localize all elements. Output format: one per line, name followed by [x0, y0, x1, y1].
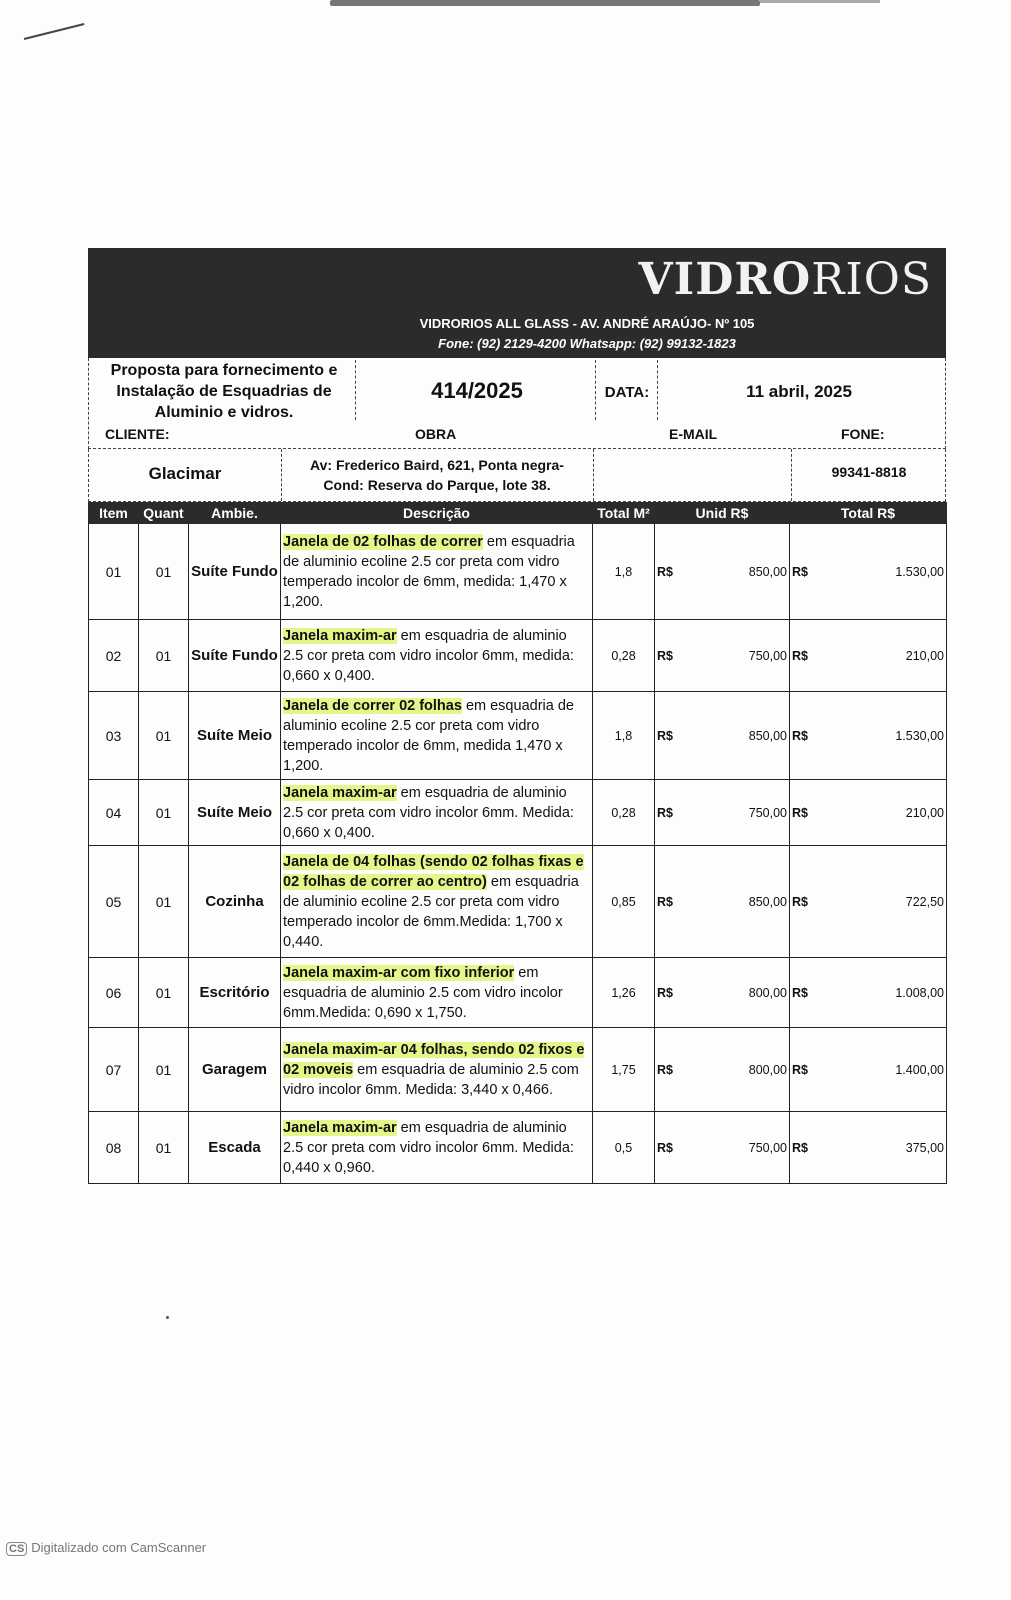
- date-label: DATA:: [604, 384, 650, 401]
- total-price: [790, 692, 947, 780]
- currency-label: R$: [792, 1140, 808, 1155]
- column-header: Total R$: [790, 503, 947, 524]
- item-room: Cozinha: [189, 846, 281, 958]
- item-area: 0,28: [593, 620, 655, 692]
- currency-label: R$: [792, 1062, 808, 1077]
- total-price-value: 210,00: [905, 805, 944, 820]
- proposal-header: [88, 358, 946, 449]
- total-price: [790, 1028, 947, 1112]
- item-room: Suíte Fundo: [189, 524, 281, 620]
- currency-label: R$: [657, 1062, 673, 1077]
- description-bold: Janela maxim-ar com fixo inferior: [283, 964, 515, 981]
- currency-label: R$: [792, 648, 808, 663]
- description-text: em esquadria de aluminio 2.5 cor preta com vidro incolor 6mm. Medida: 0,440 x 0,960.: [283, 1119, 574, 1176]
- description-bold: Janela de correr 02 folhas: [283, 697, 462, 714]
- item-area: 0,28: [593, 780, 655, 846]
- item-description: [281, 1112, 593, 1184]
- company-banner: [88, 248, 946, 358]
- description-bold: Janela maxim-ar: [283, 1119, 397, 1136]
- table-row: [89, 1028, 947, 1112]
- item-room: Suíte Fundo: [189, 620, 281, 692]
- item-quantity: 01: [139, 620, 189, 692]
- unit-price: [655, 846, 790, 958]
- item-quantity: 01: [139, 692, 189, 780]
- items-table: [88, 502, 947, 1184]
- item-number: 02: [89, 620, 139, 692]
- client-info: [88, 449, 946, 502]
- company-logo: VIDRORIOS: [638, 254, 932, 305]
- description-text: em esquadria de aluminio ecoline 2.5 cor preta com vidro temperado incolor de 6mm, medida: 1,470 x 1,200.: [283, 533, 575, 610]
- unit-price: [655, 620, 790, 692]
- currency-label: R$: [792, 894, 808, 909]
- item-quantity: 01: [139, 1112, 189, 1184]
- table-row: [89, 958, 947, 1028]
- pen-mark: [24, 23, 85, 40]
- item-number: 06: [89, 958, 139, 1028]
- proposal-title: Proposta para fornecimento e Instalação de Esquadrias de Aluminio e vidros.: [110, 362, 338, 421]
- total-price-value: 210,00: [905, 648, 944, 663]
- item-description: [281, 846, 593, 958]
- description-text: em esquadria de aluminio 2.5 cor preta com vidro incolor 6mm. Medida: 0,660 x 0,400.: [283, 784, 574, 841]
- item-room: Suíte Meio: [189, 780, 281, 846]
- table-row: [89, 780, 947, 846]
- description-bold: Janela maxim-ar 04 folhas, sendo 02 fixos e 02 moveis: [283, 1041, 585, 1078]
- item-quantity: 01: [139, 1028, 189, 1112]
- description-bold: Janela maxim-ar: [283, 784, 397, 801]
- item-number: 08: [89, 1112, 139, 1184]
- currency-label: R$: [792, 728, 808, 743]
- unit-price: [655, 1112, 790, 1184]
- phone-label: FONE:: [841, 426, 885, 442]
- currency-label: R$: [792, 564, 808, 579]
- currency-label: R$: [657, 648, 673, 663]
- total-price-value: 1.530,00: [895, 564, 944, 579]
- column-header: Item: [89, 503, 139, 524]
- unit-price-value: 850,00: [748, 564, 787, 579]
- scan-smudge: [760, 0, 880, 3]
- total-price: [790, 780, 947, 846]
- item-description: [281, 524, 593, 620]
- unit-price: [655, 958, 790, 1028]
- item-area: 1,26: [593, 958, 655, 1028]
- currency-label: R$: [657, 1140, 673, 1155]
- client-label: CLIENTE:: [105, 426, 170, 442]
- work-address: Av: Frederico Baird, 621, Ponta negra- Cond: Reserva do Parque, lote 38.: [310, 457, 564, 493]
- item-number: 07: [89, 1028, 139, 1112]
- column-header: Ambie.: [189, 503, 281, 524]
- client-name: Glacimar: [148, 464, 222, 483]
- email-label: E-MAIL: [669, 426, 718, 442]
- item-description: [281, 958, 593, 1028]
- table-header-row: [89, 503, 947, 524]
- total-price-value: 1.530,00: [895, 728, 944, 743]
- item-area: 0,85: [593, 846, 655, 958]
- currency-label: R$: [657, 805, 673, 820]
- column-header: Descrição: [281, 503, 593, 524]
- total-price: [790, 524, 947, 620]
- currency-label: R$: [792, 985, 808, 1000]
- unit-price-value: 750,00: [748, 1140, 787, 1155]
- item-room: Escritório: [189, 958, 281, 1028]
- item-room: Escada: [189, 1112, 281, 1184]
- description-bold: Janela maxim-ar: [283, 627, 397, 644]
- currency-label: R$: [657, 985, 673, 1000]
- total-price: [790, 620, 947, 692]
- column-header: Unid R$: [655, 503, 790, 524]
- description-text: em esquadria de aluminio 2.5 cor preta com vidro incolor 6mm, medida: 0,660 x 0,400.: [283, 627, 574, 684]
- item-description: [281, 1028, 593, 1112]
- table-row: [89, 846, 947, 958]
- camscanner-icon: CS: [6, 1542, 27, 1556]
- item-description: [281, 620, 593, 692]
- item-quantity: 01: [139, 780, 189, 846]
- proposal-document: [88, 248, 946, 1184]
- work-label: OBRA: [415, 426, 457, 442]
- currency-label: R$: [792, 805, 808, 820]
- total-price-value: 375,00: [905, 1140, 944, 1155]
- item-number: 03: [89, 692, 139, 780]
- item-number: 05: [89, 846, 139, 958]
- description-text: em esquadria de aluminio 2.5 com vidro incolor 6mm. Medida: 3,440 x 0,466.: [283, 1061, 579, 1098]
- table-row: [89, 524, 947, 620]
- item-area: 1,75: [593, 1028, 655, 1112]
- total-price-value: 722,50: [905, 894, 944, 909]
- scanner-text: Digitalizado com CamScanner: [31, 1540, 207, 1555]
- column-header: Total M²: [593, 503, 655, 524]
- description-text: em esquadria de aluminio ecoline 2.5 cor preta com vidro temperado incolor de 6mm, medida 1,470 x 1,200.: [283, 697, 574, 774]
- proposal-date: 11 abril, 2025: [746, 382, 852, 401]
- unit-price-value: 750,00: [748, 648, 787, 663]
- scanner-watermark: [6, 1540, 206, 1556]
- item-area: 1,8: [593, 692, 655, 780]
- company-address: VIDRORIOS ALL GLASS - AV. ANDRÉ ARAÚJO- Nº 105: [419, 316, 755, 331]
- item-number: 01: [89, 524, 139, 620]
- unit-price-value: 800,00: [748, 985, 787, 1000]
- company-phone: Fone: (92) 2129-4200 Whatsapp: (92) 99132-1823: [438, 336, 736, 351]
- currency-label: R$: [657, 894, 673, 909]
- unit-price-value: 800,00: [748, 1062, 787, 1077]
- item-area: 1,8: [593, 524, 655, 620]
- item-description: [281, 780, 593, 846]
- unit-price: [655, 1028, 790, 1112]
- total-price-value: 1.400,00: [895, 1062, 944, 1077]
- item-quantity: 01: [139, 524, 189, 620]
- description-bold: Janela de 02 folhas de correr: [283, 533, 483, 550]
- unit-price-value: 850,00: [748, 894, 787, 909]
- item-quantity: 01: [139, 846, 189, 958]
- item-area: 0,5: [593, 1112, 655, 1184]
- item-room: Garagem: [189, 1028, 281, 1112]
- item-quantity: 01: [139, 958, 189, 1028]
- unit-price-value: 750,00: [748, 805, 787, 820]
- table-row: [89, 1112, 947, 1184]
- total-price: [790, 958, 947, 1028]
- total-price: [790, 1112, 947, 1184]
- table-row: [89, 692, 947, 780]
- description-bold: Janela de 04 folhas (sendo 02 folhas fixas e 02 folhas de correr ao centro): [283, 853, 584, 890]
- unit-price: [655, 780, 790, 846]
- total-price-value: 1.008,00: [895, 985, 944, 1000]
- table-row: [89, 620, 947, 692]
- total-price: [790, 846, 947, 958]
- client-phone: 99341-8818: [831, 464, 907, 480]
- item-number: 04: [89, 780, 139, 846]
- currency-label: R$: [657, 564, 673, 579]
- proposal-number: 414/2025: [431, 378, 523, 403]
- column-header: Quant: [139, 503, 189, 524]
- scan-smudge: [330, 0, 760, 6]
- scan-dot: [166, 1316, 169, 1319]
- unit-price-value: 850,00: [748, 728, 787, 743]
- unit-price: [655, 524, 790, 620]
- description-text: em esquadria de aluminio 2.5 com vidro incolor 6mm.Medida: 0,690 x 1,750.: [283, 964, 563, 1021]
- item-description: [281, 692, 593, 780]
- description-text: em esquadria de aluminio ecoline 2.5 cor preta com vidro temperado incolor de 6mm.Medida: 1,700 x 0,440.: [283, 873, 579, 950]
- unit-price: [655, 692, 790, 780]
- currency-label: R$: [657, 728, 673, 743]
- item-room: Suíte Meio: [189, 692, 281, 780]
